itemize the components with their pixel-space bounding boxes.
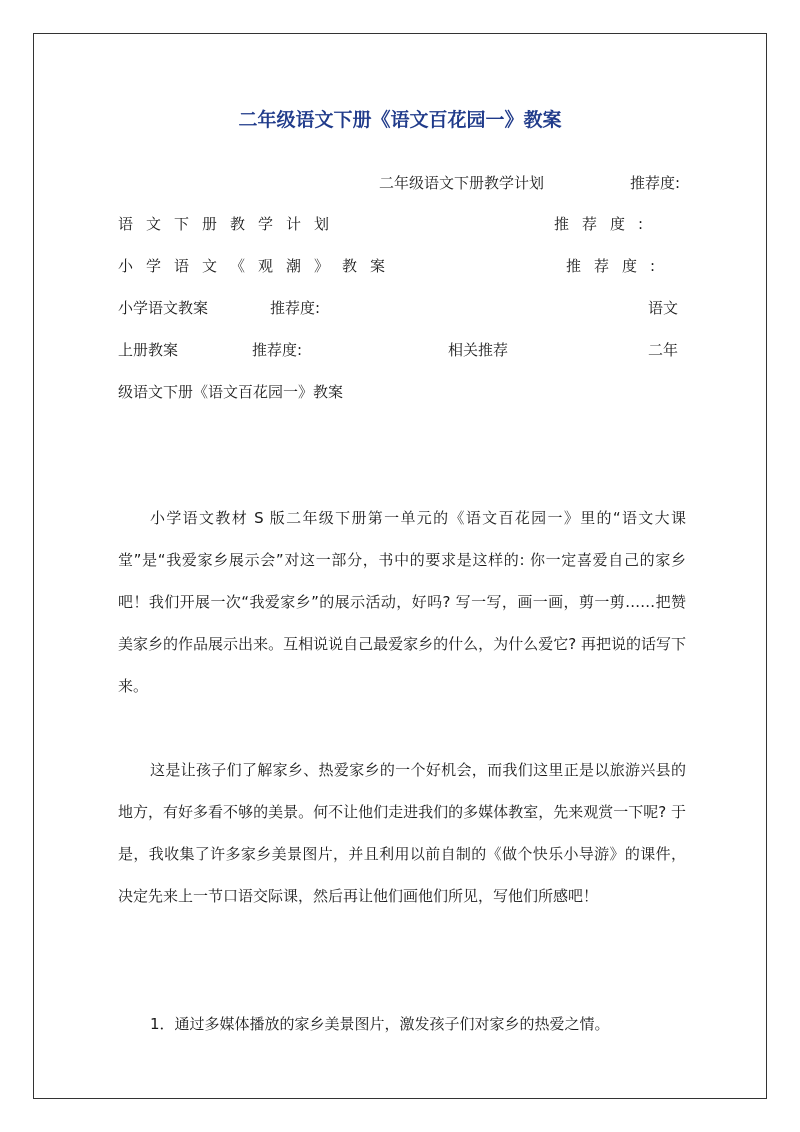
related-link-fragment[interactable]: 二年 <box>648 341 679 359</box>
recommend-label: 推荐度: <box>566 257 669 275</box>
related-link-guanchao[interactable]: 小学语文《观潮》教案 <box>118 257 399 275</box>
recommend-label: 推荐度: <box>554 215 657 233</box>
recommend-label: 推荐度: <box>270 299 321 317</box>
related-link-primary-plan[interactable]: 小学语文教案 <box>118 299 209 317</box>
related-link-chinese-plan[interactable]: 语文下册教学计划 <box>118 215 343 233</box>
related-link-fragment[interactable]: 上册教案 <box>118 341 179 359</box>
related-link-fragment[interactable]: 语文 <box>648 299 679 317</box>
body-paragraph: 小学语文教材 S 版二年级下册第一单元的《语文百花园一》里的“语文大课堂”是“我爱家乡展示会”对这一部分，书中的要求是这样的: 你一定喜爱自己的家乡吧！我们开展一次“我爱家乡”的展示活动，好吗? 写一写，画一画，剪一剪……把赞美家乡的作品展示出来。互相说说自己最爱家乡的什么，为什么爱它? 再把说的话写下来。 <box>118 509 686 695</box>
recommend-label: 推荐度: <box>252 341 303 359</box>
recommend-label: 推荐度: <box>630 174 681 192</box>
body-paragraph: 这是让孩子们了解家乡、热爱家乡的一个好机会，而我们这里正是以旅游兴县的地方，有好多看不够的美景。何不让他们走进我们的多媒体教室，先来观赏一下呢? 于是，我收集了许多家乡美景图片，并且利用以前自制的《做个快乐小导游》的课件，决定先来上一节口语交际课，然后再让他们画他们所见，写他们所感吧！ <box>118 761 686 905</box>
document-title: 二年级语文下册《语文百花园一》教案 <box>238 109 562 131</box>
objective-list-item: 1．通过多媒体播放的家乡美景图片，激发孩子们对家乡的热爱之情。 <box>150 1015 610 1033</box>
related-recommend-heading: 相关推荐 <box>448 341 509 359</box>
related-link-current[interactable]: 级语文下册《语文百花园一》教案 <box>118 383 344 401</box>
related-link-teaching-plan[interactable]: 二年级语文下册教学计划 <box>379 174 545 192</box>
